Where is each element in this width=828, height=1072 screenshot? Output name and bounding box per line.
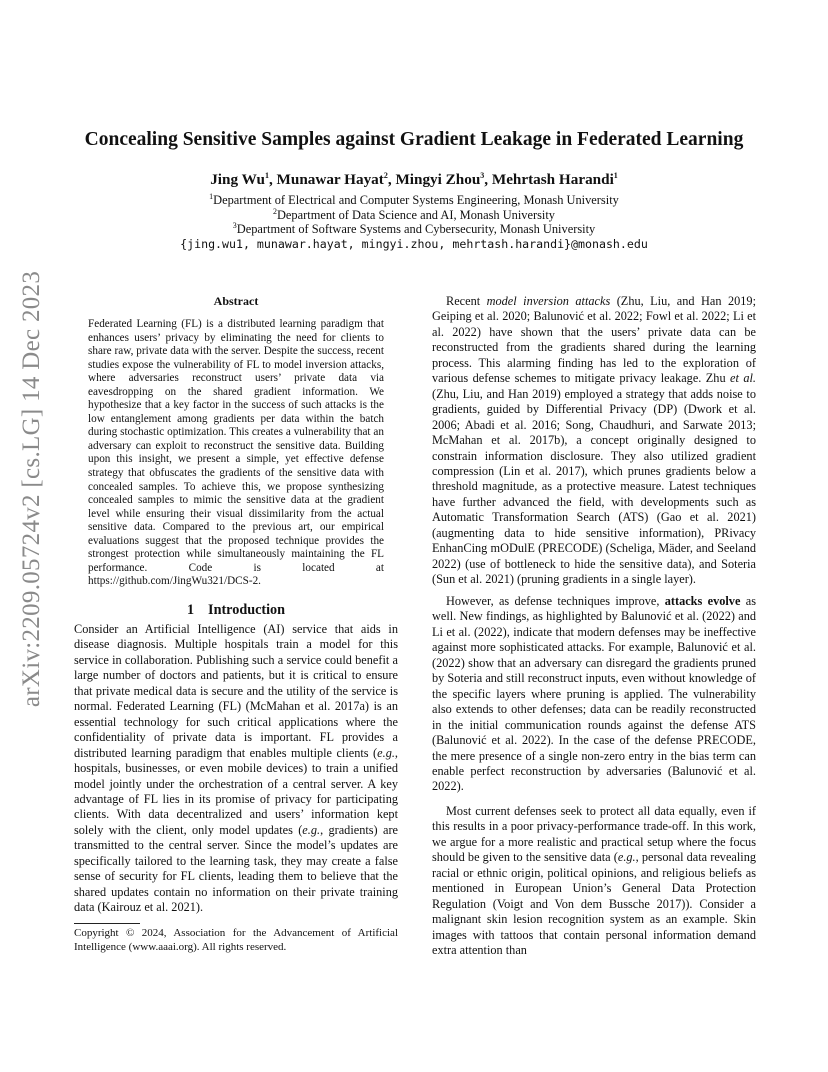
author-name: Mingyi Zhou — [395, 171, 481, 188]
intro-paragraph — [74, 622, 398, 916]
author-affil-mark: 2 — [383, 170, 388, 180]
abstract-body: Federated Learning (FL) is a distributed learning paradigm that enhances users’ privacy by eliminating the need for clients to share raw, private data with the server. Despite the success, recent studies expose the vulnerability of FL to model inversion attacks, where adversaries reconstruct users’ private data via eavesdropping on the shared gradient information. We hypothesize that a key factor in the success of such attacks is the low entanglement among gradients per data within the batch during stochastic optimization. This creates a vulnerability that an adversary can exploit to reconstruct the sensitive data. Building upon this insight, we present a simple, yet effective defense strategy that obfuscates the gradients of the sensitive data with concealed samples. To achieve this, we propose synthesizing concealed samples to mimic the sensitive data at the gradient level while ensuring their visual dissimilarity from the actual sensitive data. Compared to the previous art, our empirical evaluations suggest that the proposed technique provides the strongest protection while simultaneously maintaining the FL performance. Code is located at https://github.com/JingWu321/DCS-2. — [88, 318, 384, 588]
text-run: Most current defenses seek to protect all data equally, even if this results in a poor privacy-performance trade-off. In this work, we argue for a more realistic and practical setup where the focus should be given to the sensitive data ( — [432, 804, 756, 865]
text-run-italic: e.g. — [377, 745, 395, 760]
author-list: Jing Wu$^1$, Munawar Hayat$^2$, Mingyi Zhou$^3$, Mehrtash Harandi$^1$ — [210, 170, 618, 188]
affiliation-mark: 3 — [232, 221, 237, 231]
arxiv-sidebar — [12, 270, 52, 708]
text-run: , personal data revealing racial or ethnic origin, political opinions, and religious beliefs as mentioned in European Union’s General Data Protection Regulation (Voigt and Von dem Bussche 2017)). Consider a malignant skin lesion recognition system as an example. Skin images with tattoos that contain personal information demand extra attention than — [432, 850, 756, 958]
text-run-bold: attacks evolve — [664, 594, 741, 608]
section-heading-introduction — [74, 602, 398, 619]
text-run: (Zhu, Liu, and Han 2019; Geiping et al. 2020; Balunović et al. 2022; Fowl et al. 2022; Li et al. 2022) have shown that the users’ private data can be reconstructed from the gradients shared during the learning process. This alarming finding has led to the exploration of various defense schemes to mitigate privacy leakage. Zhu — [432, 294, 756, 386]
text-run: as well. New findings, as highlighted by Balunović et al. (2022) and Li et al. (2022), indicate that modern defenses may be ineffective against more sophisticated attacks. For example, Balunović et al. (2022) show that an adversary can disregard the gradients pruned by Soteria and still reconstruct inputs, even without knowledge of the specific layers where pruning is applied. The vulnerability also extends to other defenses; data can be readily reconstructed in the initial communication rounds against the defense ATS (Balunović et al. 2022). In the case of the defense PRECODE, the mere presence of a single non-zero entry in the bias term can enable perfect reconstruction by adversaries (Balunović et al. 2022). — [432, 594, 756, 794]
author-affil-mark: 1 — [264, 170, 269, 180]
author-emails: {jing.wu1, munawar.hayat, mingyi.zhou, mehrtash.harandi}@monash.edu — [180, 236, 648, 251]
text-run-italic: et al. — [730, 371, 756, 386]
author-affil-mark: 1 — [613, 170, 618, 180]
affiliation-block — [0, 193, 828, 251]
affiliation — [0, 208, 828, 223]
text-run: , hospitals, businesses, or even mobile devices) to train a unified model jointly under the orchestration of a central server. A key advantage of FL lies in its promise of privacy for participating clients. With data decentralized and users’ information kept solely with the client, only model updates ( — [74, 745, 398, 837]
body-paragraph — [432, 804, 756, 959]
text-run-italic: model inversion attacks — [486, 294, 611, 308]
affiliation-text: Department of Software Systems and Cybersecurity, Monash University — [236, 222, 596, 237]
text-run: However, as defense techniques improve, — [446, 594, 665, 608]
author-name: Munawar Hayat — [276, 171, 384, 188]
affiliation — [0, 193, 828, 208]
footnote-rule — [74, 923, 140, 924]
body-paragraph — [432, 294, 756, 588]
abstract-heading: Abstract — [213, 294, 259, 308]
affiliation-mark: 2 — [272, 206, 277, 216]
arxiv-identifier: arXiv:2209.05724v2 [cs.LG] 14 Dec 2023 — [18, 270, 45, 708]
author-name: Mehrtash Harandi — [491, 171, 614, 188]
body-paragraph — [432, 594, 756, 795]
copyright-notice: Copyright © 2024, Association for the Advancement of Artificial Intelligence (www.aaai.org). All rights reserved. — [74, 927, 398, 953]
text-run-italic: e.g. — [302, 822, 321, 837]
affiliation-mark: 1 — [209, 191, 214, 201]
affiliation-text: Department of Electrical and Computer Systems Engineering, Monash University — [213, 193, 619, 207]
author-affil-mark: 3 — [480, 170, 485, 180]
text-run: Consider an Artificial Intelligence (AI) service that aids in disease diagnosis. Multiple hospitals train a model for this service in collaboration. Publishing such a service could benefit a large number of doctors and patients, but it is critical to ensure that private medical data is secure and the utility of the service is normal. Federated Learning (FL) (McMahan et al. 2017a) is an essential technology for such critical applications where the confidentiality of private data is important. FL provides a distributed learning paradigm that enables multiple clients ( — [74, 622, 398, 760]
author-name: Jing Wu — [210, 171, 265, 188]
affiliation — [0, 222, 828, 237]
section-title: Introduction — [208, 602, 286, 618]
affiliation-text: Department of Data Science and AI, Monash University — [276, 207, 556, 222]
paper-title: Concealing Sensitive Samples against Gradient Leakage in Federated Learning — [84, 129, 744, 150]
text-run: , gradients) are transmitted to the central server. Since the model’s updates are specifically tailored to the learning task, they may create a false sense of security for FL clients, leading them to believe that the shared updates contain no information on their private training data (Kairouz et al. 2021). — [74, 822, 399, 915]
section-number: 1 — [186, 602, 195, 618]
text-run: Recent — [446, 294, 487, 308]
text-run-italic: e.g. — [617, 850, 636, 865]
text-run: (Zhu, Liu, and Han 2019) employed a strategy that adds noise to gradients, guided by Differential Privacy (DP) (Dwork et al. 2006; Abadi et al. 2016; Song, Chaudhuri, and Sarwate 2013; McMahan et al. 2017b), a concept originally designed to constrain information disclosure. They also utilized gradient compression (Lin et al. 2017), which prunes gradients below a threshold magnitude, as a protective measure. Latest techniques have further advanced the field, with developments such as Automatic Transformation Search (ATS) (Gao et al. 2021) (augmenting data to hide sensitive information), PRivacy EnhanCing mODulE (PRECODE) (Scheliga, Mäder, and Seeland 2022) (use of bottleneck to hide the sensitive data), and Soteria (Sun et al. 2021) (pruning gradients in a single layer). — [432, 386, 756, 587]
